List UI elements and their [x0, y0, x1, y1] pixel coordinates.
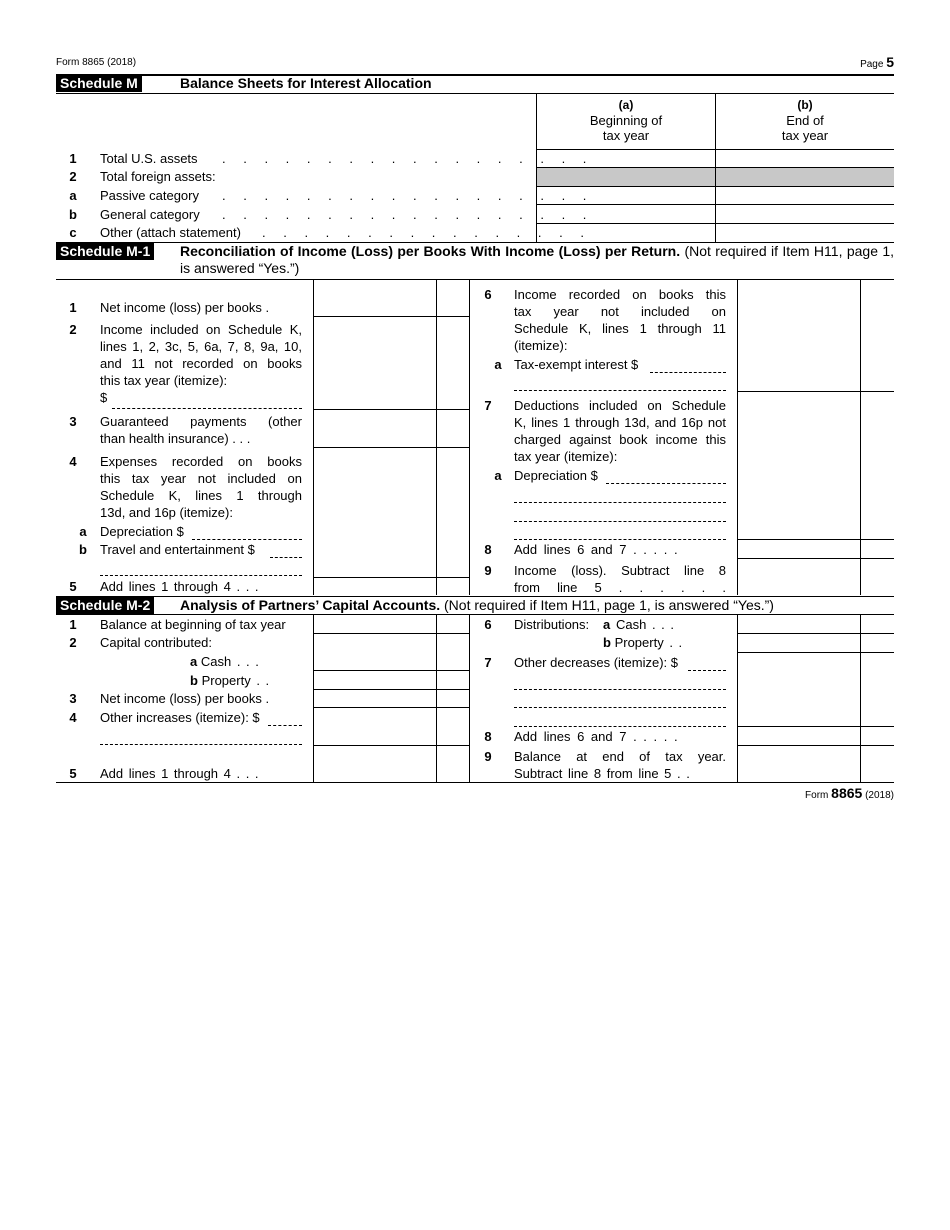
line-number: 2: [69, 322, 77, 337]
schedule-m1-title: [180, 243, 894, 277]
m2-line-9-text: [514, 748, 726, 782]
text-line: Schedule K, lines 1 through: [100, 488, 302, 503]
line-letter: a: [494, 468, 502, 483]
line-number: b: [69, 207, 77, 222]
line-number: 7: [484, 655, 492, 670]
leader-dots: . . . . . . . . . . . . . . . . . .: [222, 207, 594, 222]
line-label: Cash . . .: [200, 654, 259, 669]
rule: [737, 279, 738, 595]
line-letter: b: [79, 542, 87, 557]
line-label: Other decreases (itemize): $: [514, 655, 679, 670]
line-number: 2: [69, 635, 77, 650]
write-in-line[interactable]: [100, 575, 302, 576]
line-label: Capital contributed:: [100, 635, 213, 650]
line-number: 3: [69, 414, 77, 429]
schedule-m2-title: [180, 597, 774, 614]
leader-dots: . . . . . . . . . . . . . . . . . .: [222, 151, 594, 166]
footer-year: (2018): [865, 790, 894, 801]
text-line: Schedule K, lines 1 through 11: [514, 321, 726, 336]
line-label: General category: [100, 207, 200, 222]
schedule-m1-tag: Schedule M-1: [56, 243, 154, 260]
text-line: Balance at end of tax year.: [514, 749, 726, 764]
line-number: 3: [69, 691, 77, 706]
write-in-line[interactable]: [514, 689, 726, 690]
line-letter: b: [190, 673, 198, 688]
line-number: a: [69, 188, 77, 203]
line-number: 1: [69, 300, 77, 315]
rule: [56, 782, 894, 783]
m2-line-2a: [190, 653, 259, 670]
m1-line-9-text: [514, 562, 726, 596]
rule: [313, 577, 469, 578]
schedule-m1-title-bold: Reconciliation of Income (Loss) per Books With Income (Loss) per Return.: [180, 243, 681, 259]
write-in-line[interactable]: [514, 539, 726, 540]
text-line: lines 1, 2, 3c, 5, 6a, 7, 8, 9a, 10,: [100, 339, 302, 354]
line-label: Net income (loss) per books .: [100, 300, 270, 315]
text-line: and 11 not recorded on books: [100, 356, 302, 371]
write-in-line[interactable]: [112, 408, 302, 409]
line-number: 8: [484, 729, 492, 744]
rule: [860, 279, 861, 595]
line-label: Other (attach statement): [100, 225, 241, 240]
line-label: Distributions:: [514, 617, 590, 632]
write-in-line[interactable]: [270, 557, 302, 558]
rule: [737, 614, 738, 782]
text-line: Income recorded on books this: [514, 287, 726, 302]
write-in-line[interactable]: [606, 483, 726, 484]
col-a-line1: Beginning of: [589, 113, 663, 128]
text-line: this tax year not included on: [100, 471, 302, 486]
line-label: Depreciation $: [100, 524, 184, 539]
text-line: Subtract line 8 from line 5 . .: [514, 766, 690, 781]
m2-line-6b: [603, 634, 682, 651]
line-number: 5: [69, 766, 77, 781]
text-line: this tax year (itemize):: [100, 373, 228, 388]
line-label: Cash . . .: [616, 617, 675, 632]
m1-line-6-text: [514, 286, 726, 354]
rule: [313, 409, 469, 410]
col-a-letter: (a): [618, 98, 634, 112]
rule: [737, 726, 894, 727]
line-label: Add lines 6 and 7 . . . . .: [514, 542, 678, 557]
col-b-line2: tax year: [781, 128, 829, 143]
line-label: Add lines 1 through 4 . . .: [100, 579, 259, 594]
m1-line-3-text: [100, 413, 302, 447]
line-number: 9: [484, 749, 492, 764]
text-line: Expenses recorded on books: [100, 454, 302, 469]
rule: [56, 279, 894, 280]
rule: [737, 633, 894, 634]
line-label: Add lines 1 through 4 . . .: [100, 766, 259, 781]
line-number: 1: [69, 617, 77, 632]
line-letter: a: [494, 357, 502, 372]
rule: [536, 204, 894, 205]
dollar-sign: $: [100, 390, 108, 405]
text-line: Income (loss). Subtract line 8: [514, 563, 726, 578]
write-in-line[interactable]: [192, 539, 302, 540]
line-label: Tax-exempt interest $: [514, 357, 639, 372]
line-number: 9: [484, 563, 492, 578]
line-letter: b: [603, 635, 611, 650]
rule: [436, 614, 437, 782]
line-label: Travel and entertainment $: [100, 542, 255, 557]
m1-line-4-text: [100, 453, 302, 521]
text-line: from line 5 . . . . . .: [514, 580, 726, 595]
line-label: Depreciation $: [514, 468, 598, 483]
text-line: than health insurance) . . .: [100, 431, 251, 446]
text-line: K, lines 1 through 13d, and 16p not: [514, 415, 726, 430]
line-number: 5: [69, 579, 77, 594]
write-in-line[interactable]: [514, 390, 726, 391]
rule: [313, 279, 314, 595]
rule: [56, 614, 894, 615]
line-letter: a: [190, 654, 198, 669]
schedule-m2-tag: Schedule M-2: [56, 597, 154, 614]
schedule-m-tag: Schedule M: [56, 75, 142, 92]
footer-form-id: [805, 785, 894, 801]
rule: [313, 707, 469, 708]
line-label: Balance at beginning of tax year: [100, 617, 286, 632]
line-letter: a: [79, 524, 87, 539]
line-number: 4: [69, 710, 77, 725]
leader-dots: . . . . . . . . . . . . . . . .: [262, 225, 591, 240]
rule: [313, 633, 469, 634]
line-number: 4: [69, 454, 77, 469]
line-label: Property . .: [201, 673, 270, 688]
form-label: Form 8865 (2018): [56, 57, 137, 68]
page-number: [860, 54, 894, 70]
line-label: Add lines 6 and 7 . . . . .: [514, 729, 678, 744]
text-line: charged against book income this: [514, 432, 726, 447]
rule: [469, 279, 470, 595]
m1-line-2-text: [100, 321, 302, 406]
line-label: Other increases (itemize): $: [100, 710, 260, 725]
rule: [313, 614, 314, 782]
write-in-line[interactable]: [514, 726, 726, 727]
rule: [715, 168, 716, 186]
line-number: 1: [69, 151, 77, 166]
page-label: Page: [860, 59, 884, 70]
rule: [469, 614, 470, 782]
line-number: 6: [484, 287, 492, 302]
write-in-line[interactable]: [514, 521, 726, 522]
write-in-line[interactable]: [268, 725, 302, 726]
text-line: tax year (itemize):: [514, 449, 618, 464]
rule: [737, 391, 894, 392]
rule: [737, 558, 894, 559]
text-line: Income included on Schedule K,: [100, 322, 302, 337]
page-number-value: 5: [886, 54, 894, 70]
write-in-line[interactable]: [514, 707, 726, 708]
rule: [436, 279, 437, 595]
schedule-m2-title-rest: (Not required if Item H11, page 1, is answered “Yes.”): [440, 597, 774, 613]
line-label: Total foreign assets:: [100, 169, 216, 184]
text-line: Deductions included on Schedule: [514, 398, 726, 413]
rule: [737, 539, 894, 540]
rule: [313, 447, 469, 448]
footer-form-word: Form: [805, 790, 829, 801]
schedule-m-title: Balance Sheets for Interest Allocation: [180, 75, 432, 91]
line-label: Passive category: [100, 188, 199, 203]
col-b-line1: End of: [786, 113, 824, 128]
line-number: 7: [484, 398, 492, 413]
line-number: 8: [484, 542, 492, 557]
text-line: tax year not included on: [514, 304, 726, 319]
col-b-header: [716, 98, 894, 143]
rule: [313, 670, 469, 671]
line-number: 2: [69, 169, 77, 184]
line-label: Property . .: [614, 635, 683, 650]
line-letter: a: [603, 617, 611, 632]
line-label: Net income (loss) per books .: [100, 691, 270, 706]
rule: [737, 652, 894, 653]
rule: [313, 316, 469, 317]
footer-form-number: 8865: [831, 785, 863, 801]
text-line: Guaranteed payments (other: [100, 414, 302, 429]
line-number: c: [69, 225, 77, 240]
m2-line-2b: [190, 672, 269, 689]
write-in-line[interactable]: [514, 502, 726, 503]
m1-line-7-text: [514, 397, 726, 465]
rule: [860, 614, 861, 782]
line-label: Total U.S. assets: [100, 151, 198, 166]
write-in-line[interactable]: [688, 670, 726, 671]
rule: [313, 745, 469, 746]
col-a-line2: tax year: [602, 128, 650, 143]
schedule-m1-title-rest: (Not required if Item H11, page 1, is answered “Yes.”): [180, 243, 895, 276]
text-line: 13d, and 16p (itemize):: [100, 505, 233, 520]
rule: [313, 689, 469, 690]
col-b-letter: (b): [797, 98, 813, 112]
write-in-line[interactable]: [650, 372, 726, 373]
rule: [56, 93, 894, 94]
leader-dots: . . . . . . . . . . . . . . . . . .: [222, 188, 594, 203]
col-a-header: [537, 98, 715, 143]
schedule-m2-title-bold: Analysis of Partners’ Capital Accounts.: [180, 597, 441, 613]
write-in-line[interactable]: [100, 744, 302, 745]
text-line: (itemize):: [514, 338, 568, 353]
rule: [737, 745, 894, 746]
line-number: 6: [484, 617, 492, 632]
